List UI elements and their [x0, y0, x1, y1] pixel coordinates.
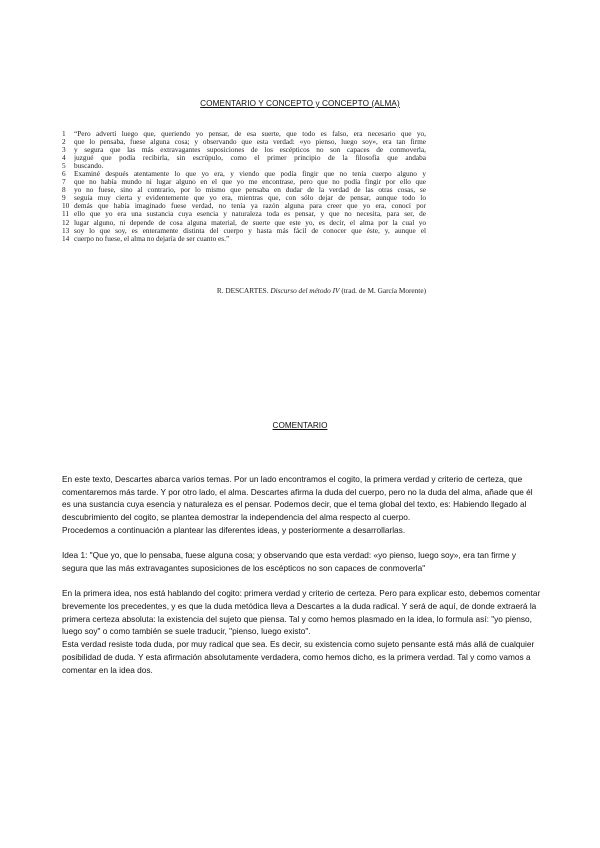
quote-line-text: yo no fuese, sino al contrario, por lo mismo que pensaba en dudar de la verdad de las otras cosas, se — [74, 186, 426, 195]
line-number: 13 — [62, 225, 70, 235]
line-number: 8 — [62, 185, 66, 195]
quote-block — [62, 130, 426, 243]
spacer — [62, 575, 542, 588]
quote-line-text: ello que yo era una sustancia cuya esencia y naturaleza toda es pensar, y que no necesita, para ser, de — [74, 210, 426, 219]
quote-line-text: soy lo que soy, es enteramente distinta del cuerpo y hasta más fácil de conocer que éste, y, aunque el — [74, 226, 426, 235]
quote-line — [62, 210, 426, 218]
quote-line — [62, 235, 426, 243]
quote-line-text: cuerpo no fuese, el alma no dejaría de ser cuanto es.” — [74, 234, 230, 243]
quote-line-text: juzgué que podía recibirla, sin escrúpulo, como el primer principio de la filosofía que andaba — [74, 154, 426, 163]
quote-line-text: que lo pensaba, fuese alguna cosa; y observando que esta verdad: «yo pienso, luego soy», era tan firme — [74, 138, 426, 147]
citation-work: Discurso del método IV — [270, 286, 340, 295]
quote-line-text: buscando. — [74, 162, 104, 171]
quote-line-text: que no había mundo ni lugar alguno en el que yo me encontrase, pero que no podía fingir por ello que — [74, 178, 426, 187]
paragraph-plan: Procedemos a continuación a plantear las diferentes ideas, y posteriormente a desarrollarlas. — [62, 524, 406, 535]
line-number: 6 — [62, 169, 66, 179]
line-number: 10 — [62, 201, 70, 211]
paragraph-intro: En este texto, Descartes abarca varios temas. Por un lado encontramos el cogito, la primera verdad y criterio de certeza, que comentaremos más tarde. Y por otro lado, el alma. Descartes afirma la duda del cuerpo, pero no la duda del alma, añade que él es una sustancia cuya esencia y naturaleza es el pensar. Podemos decir, que el tema global del texto, es: Habiendo llegado al descubrimiento del cogito, se plantea demostrar la independencia del alma respecto al cuerpo. — [62, 474, 533, 523]
paragraph-first-truth: Esta verdad resiste toda duda, por muy radical que sea. Es decir, su existencia como sujeto pensante está más allá de cualquier posibilidad de duda. Y esta afirmación absolutamente verdadera, como hemos dicho, es la primera verdad. Tal y como vamos a comentar en la idea dos. — [62, 639, 535, 675]
paragraph-cogito: En la primera idea, nos está hablando del cogito: primera verdad y criterio de certeza. Pero para explicar esto, debemos comentar brevemente los precedentes, y es que la duda metódica lleva a Descartes a la duda radical. Y será de aquí, de donde extraerá la primera certeza absoluta: la existencia del sujeto que piensa. Tal y como hemos plasmado en la idea, lo formula así: "yo pienso, luego soy" o como también se suele traducir, "pienso, luego existo". — [62, 588, 541, 637]
line-number: 9 — [62, 193, 66, 203]
paragraph-idea-1: Idea 1: "Que yo, que lo pensaba, fuese alguna cosa; y observando que esta verdad: «yo pienso, luego soy», era tan firme y segura que las más extravagantes suposiciones de los escépticos no son capaces de conmoverla" — [62, 550, 517, 573]
line-number: 11 — [62, 209, 70, 219]
quote-line — [62, 178, 426, 186]
quote-line — [62, 154, 426, 162]
quote-line-text: seguía muy cierta y evidentemente que yo era, mientras que, con sólo dejar de pensar, aunque todo lo — [74, 194, 426, 203]
quote-line — [62, 170, 426, 178]
quote-line — [62, 146, 426, 154]
section-heading: COMENTARIO — [272, 421, 328, 430]
quote-line-text: y segura que las más extravagantes suposiciones de los escépticos no son capaces de conmoverla, — [74, 146, 426, 155]
quote-line — [62, 138, 426, 146]
line-number: 4 — [62, 153, 66, 163]
line-number: 1 — [62, 129, 66, 138]
quote-line — [62, 219, 426, 227]
commentary-body — [62, 473, 542, 676]
quote-line-text: demás que había imaginado fuese verdad, no tenía ya razón alguna para creer que yo era, conocí por — [74, 202, 426, 211]
quote-line-text: lugar alguno, ni depende de cosa alguna material, de suerte que este yo, es decir, el alma por la cual yo — [74, 218, 426, 227]
quote-line — [62, 202, 426, 210]
citation-author: R. DESCARTES. — [216, 286, 269, 295]
line-number: 5 — [62, 161, 66, 171]
quote-line — [62, 194, 426, 202]
quote-line — [62, 186, 426, 194]
quote-line — [62, 227, 426, 235]
line-number: 3 — [62, 145, 66, 155]
citation — [100, 286, 426, 295]
line-number: 12 — [62, 217, 70, 227]
citation-translator: (trad. de M. García Morente) — [341, 286, 426, 295]
line-number: 7 — [62, 177, 66, 187]
quote-line — [62, 130, 426, 138]
line-number: 14 — [62, 233, 70, 243]
quote-line-text: “Pero advertí luego que, queriendo yo pensar, de esa suerte, que todo es falso, era necesario que yo, — [74, 130, 426, 138]
page-title: COMENTARIO Y CONCEPTO y CONCEPTO (ALMA) — [200, 99, 400, 108]
quote-line-text: Examiné después atentamente lo que yo era, y viendo que podía fingir que no tenía cuerpo alguno y — [74, 170, 426, 179]
quote-line — [62, 162, 426, 170]
spacer — [62, 537, 542, 550]
line-number: 2 — [62, 137, 66, 147]
